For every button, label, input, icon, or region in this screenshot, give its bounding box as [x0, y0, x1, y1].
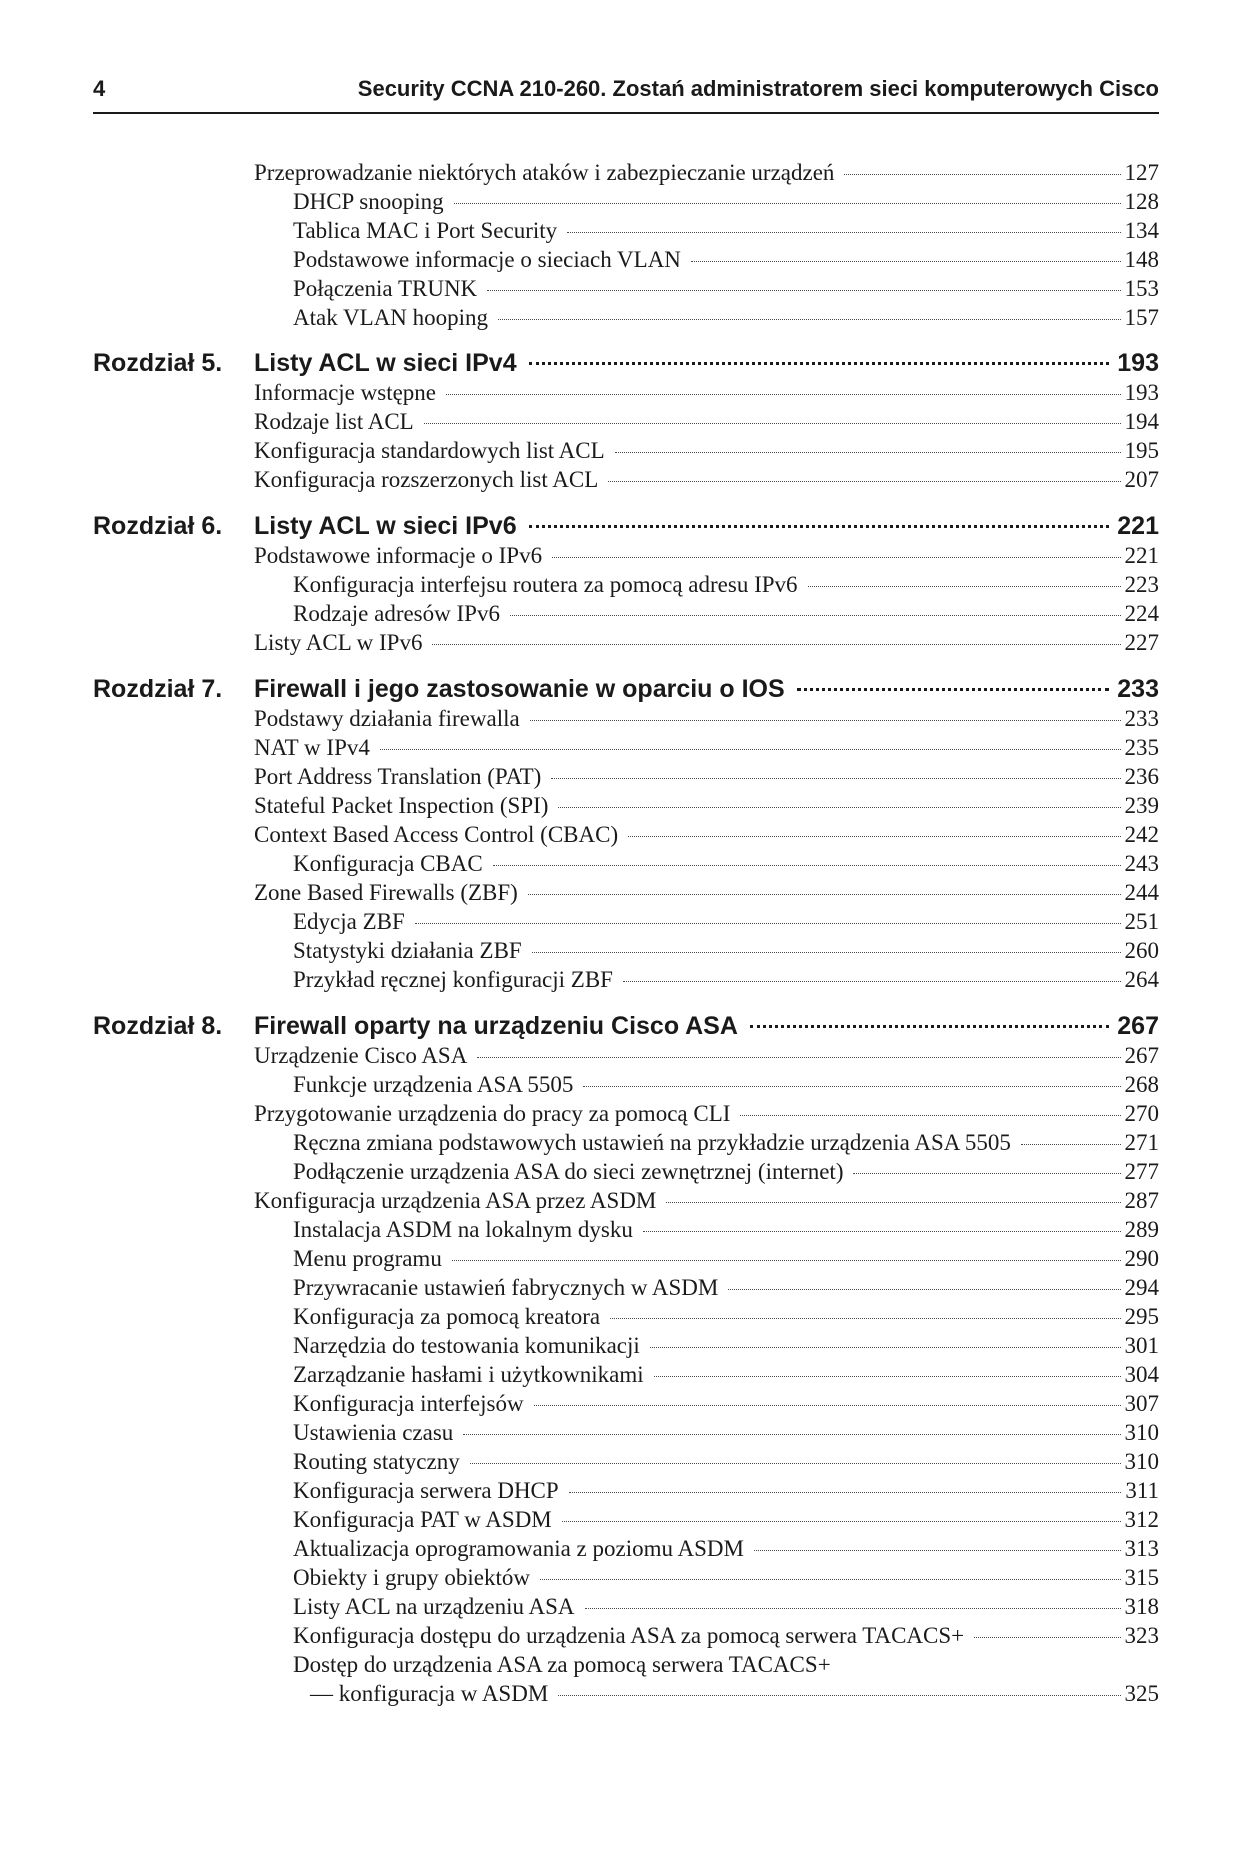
- dot-leader: [558, 807, 1120, 808]
- toc-entry-title: Dostęp do urządzenia ASA za pomocą serwera TACACS+: [293, 1652, 831, 1677]
- toc-entry: [293, 1389, 1159, 1418]
- toc-entry: [254, 158, 1159, 187]
- toc-entry: [293, 187, 1159, 216]
- dot-leader: [530, 720, 1121, 721]
- toc-entry-page: 295: [1124, 1304, 1159, 1329]
- toc-entry-title: Ręczna zmiana podstawowych ustawień na przykładzie urządzenia ASA 5505: [293, 1130, 1011, 1155]
- toc-entry: [293, 1331, 1159, 1360]
- toc-entry-title: Menu programu: [293, 1246, 442, 1271]
- toc-entry: [293, 1215, 1159, 1244]
- toc-entry-page: 128: [1124, 189, 1159, 214]
- toc-entry: [293, 1476, 1159, 1505]
- toc-entry: [293, 1128, 1159, 1157]
- toc-entry-title: Przygotowanie urządzenia do pracy za pomocą CLI: [254, 1101, 731, 1126]
- dot-leader: [740, 1115, 1120, 1116]
- toc-entry-title: Instalacja ASDM na lokalnym dysku: [293, 1217, 633, 1242]
- toc-entry: [254, 541, 1159, 570]
- toc-entry-title: Konfiguracja za pomocą kreatora: [293, 1304, 601, 1329]
- toc-entry-page: 260: [1124, 938, 1159, 963]
- toc-entry-title: Tablica MAC i Port Security: [293, 218, 558, 243]
- toc-entry-title: Rodzaje list ACL: [254, 409, 414, 434]
- dot-leader: [424, 423, 1121, 424]
- dot-leader: [493, 865, 1121, 866]
- dot-leader: [562, 1521, 1121, 1522]
- toc-entry: [254, 378, 1159, 407]
- toc-entry-page: 148: [1124, 247, 1159, 272]
- dot-leader: [415, 923, 1121, 924]
- dot-leader: [585, 1608, 1121, 1609]
- book-title: Security CCNA 210-260. Zostań administratorem sieci komputerowych Cisco: [357, 76, 1159, 101]
- toc-entry: [254, 628, 1159, 657]
- chapter-heading: [254, 347, 1159, 379]
- dot-leader: [615, 452, 1121, 453]
- dot-leader: [528, 894, 1121, 895]
- toc-entry-page: 251: [1124, 909, 1159, 934]
- dot-leader: [551, 778, 1120, 779]
- toc-entry-page: 290: [1124, 1246, 1159, 1271]
- toc-entry-title: Przykład ręcznej konfiguracji ZBF: [293, 967, 613, 992]
- dot-leader: [529, 362, 1110, 365]
- chapter-heading: [254, 673, 1159, 705]
- toc-entry-page: 207: [1124, 467, 1159, 492]
- dot-leader: [754, 1550, 1121, 1551]
- toc-entry-title: Podstawowe informacje o IPv6: [254, 543, 543, 568]
- dot-leader: [750, 1025, 1109, 1028]
- dot-leader: [628, 836, 1120, 837]
- toc-entry-title: Obiekty i grupy obiektów: [293, 1565, 530, 1590]
- toc-entry: [293, 1070, 1159, 1099]
- toc-entry-page: 304: [1124, 1362, 1159, 1387]
- toc-entry: [254, 791, 1159, 820]
- toc-entry-title: Urządzenie Cisco ASA: [254, 1043, 468, 1068]
- toc-entry-title: Konfiguracja CBAC: [293, 851, 483, 876]
- toc-entry: [293, 1447, 1159, 1476]
- toc-entry-page: 294: [1124, 1275, 1159, 1300]
- toc-entry-page: 243: [1124, 851, 1159, 876]
- dot-leader: [608, 481, 1120, 482]
- toc-entry-page: 268: [1124, 1072, 1159, 1097]
- toc-entry-page: 289: [1124, 1217, 1159, 1242]
- chapter-title: Firewall i jego zastosowanie w oparciu o IOS: [254, 675, 785, 703]
- toc-entry-page: 277: [1124, 1159, 1159, 1184]
- toc-entry-title: Routing statyczny: [293, 1449, 460, 1474]
- toc-entry-title: NAT w IPv4: [254, 735, 370, 760]
- toc-entry: [254, 465, 1159, 494]
- toc-entry: [293, 599, 1159, 628]
- toc-entry: [293, 1621, 1159, 1650]
- dot-leader: [569, 1492, 1122, 1493]
- toc-entry-title: Port Address Translation (PAT): [254, 764, 542, 789]
- toc-entry-page: 157: [1124, 305, 1159, 330]
- toc-entry: [293, 1505, 1159, 1534]
- toc-entry-page: 244: [1124, 880, 1159, 905]
- toc-entry-page: 307: [1124, 1391, 1159, 1416]
- toc-entry-page: 287: [1124, 1188, 1159, 1213]
- toc-entry-page: 323: [1124, 1623, 1159, 1648]
- chapter-heading: [254, 510, 1159, 542]
- toc-entry: [310, 1679, 1159, 1708]
- chapter-page: 193: [1117, 349, 1159, 377]
- toc-entry: [293, 1563, 1159, 1592]
- toc-entry-title: Atak VLAN hooping: [293, 305, 489, 330]
- dot-leader: [654, 1376, 1121, 1377]
- chapter-page: 221: [1117, 512, 1159, 540]
- toc-entry-title: Narzędzia do testowania komunikacji: [293, 1333, 640, 1358]
- toc-entry-title: Podłączenie urządzenia ASA do sieci zewnętrznej (internet): [293, 1159, 844, 1184]
- chapter-page: 267: [1117, 1012, 1159, 1040]
- toc-entry-title: Konfiguracja PAT w ASDM: [293, 1507, 552, 1532]
- toc-entry-title: Informacje wstępne: [254, 380, 437, 405]
- toc-entry-page: 264: [1124, 967, 1159, 992]
- toc-entry-title: Konfiguracja dostępu do urządzenia ASA za pomocą serwera TACACS+: [293, 1623, 965, 1648]
- toc-entry-title: Podstawowe informacje o sieciach VLAN: [293, 247, 681, 272]
- dot-leader: [510, 615, 1121, 616]
- toc-entry-page: 311: [1125, 1478, 1159, 1503]
- dot-leader: [552, 557, 1120, 558]
- toc-entry: [293, 1360, 1159, 1389]
- toc-entry-page: 224: [1124, 601, 1159, 626]
- toc-entry: [293, 1534, 1159, 1563]
- toc-entry-page: 221: [1124, 543, 1159, 568]
- toc-entry: [254, 878, 1159, 907]
- toc-entry-page: 242: [1124, 822, 1159, 847]
- dot-leader: [853, 1173, 1120, 1174]
- toc-entry-title: Context Based Access Control (CBAC): [254, 822, 619, 847]
- dot-leader: [623, 981, 1121, 982]
- toc-entry-title: Statystyki działania ZBF: [293, 938, 522, 963]
- toc-entry-page: 310: [1124, 1449, 1159, 1474]
- toc-entry-title: DHCP snooping: [293, 189, 444, 214]
- toc-entry-page: 193: [1124, 380, 1159, 405]
- toc-entry-page: 270: [1124, 1101, 1159, 1126]
- toc-entry-page: 271: [1124, 1130, 1159, 1155]
- toc-entry-page: 127: [1124, 160, 1159, 185]
- dot-leader: [1021, 1144, 1121, 1145]
- toc-entry: [254, 704, 1159, 733]
- toc-entry: [293, 1273, 1159, 1302]
- toc-entry-title: Funkcje urządzenia ASA 5505: [293, 1072, 574, 1097]
- chapter-label: Rozdział 5.: [93, 349, 223, 377]
- toc-entry-title: Zarządzanie hasłami i użytkownikami: [293, 1362, 644, 1387]
- toc-entry-title: Konfiguracja interfejsu routera za pomocą adresu IPv6: [293, 572, 798, 597]
- toc-entry: [254, 733, 1159, 762]
- dot-leader: [797, 688, 1110, 691]
- dot-leader: [452, 1260, 1121, 1261]
- toc-entry-title: Konfiguracja serwera DHCP: [293, 1478, 559, 1503]
- chapter-page: 233: [1117, 675, 1159, 703]
- toc-entry: [254, 407, 1159, 436]
- toc-entry: [254, 1099, 1159, 1128]
- toc-entry-page: 223: [1124, 572, 1159, 597]
- toc-entry-page: 195: [1124, 438, 1159, 463]
- toc-entry-title: Konfiguracja rozszerzonych list ACL: [254, 467, 599, 492]
- chapter-title: Firewall oparty na urządzeniu Cisco ASA: [254, 1012, 738, 1040]
- toc-entry-title: Rodzaje adresów IPv6: [293, 601, 500, 626]
- dot-leader: [446, 394, 1120, 395]
- toc-entry-page: 312: [1124, 1507, 1159, 1532]
- chapter-label: Rozdział 8.: [93, 1012, 223, 1040]
- toc-entry: [293, 303, 1159, 332]
- dot-leader: [454, 203, 1121, 204]
- toc-entry-page: 227: [1124, 630, 1159, 655]
- chapter-heading: [254, 1010, 1159, 1042]
- dot-leader: [529, 525, 1110, 528]
- dot-leader: [432, 644, 1120, 645]
- dot-leader: [558, 1695, 1120, 1696]
- toc-entry-title: Edycja ZBF: [293, 909, 405, 934]
- toc-entry: [293, 1592, 1159, 1621]
- toc-entry: [254, 762, 1159, 791]
- dot-leader: [650, 1347, 1121, 1348]
- dot-leader: [487, 290, 1120, 291]
- dot-leader: [691, 261, 1121, 262]
- toc-entry-title: — konfiguracja w ASDM: [310, 1681, 549, 1706]
- toc-entry-title: Przeprowadzanie niektórych ataków i zabezpieczanie urządzeń: [254, 160, 835, 185]
- toc-entry-title: Aktualizacja oprogramowania z poziomu ASDM: [293, 1536, 744, 1561]
- page-number: 4: [93, 76, 106, 101]
- toc-entry-title: Zone Based Firewalls (ZBF): [254, 880, 518, 905]
- toc-entry: [293, 936, 1159, 965]
- toc-entry: [293, 965, 1159, 994]
- toc-entry-page: 235: [1124, 735, 1159, 760]
- toc-entry: [293, 1157, 1159, 1186]
- dot-leader: [498, 319, 1120, 320]
- dot-leader: [477, 1057, 1120, 1058]
- toc-entry-title: Listy ACL w IPv6: [254, 630, 423, 655]
- dot-leader: [567, 232, 1120, 233]
- dot-leader: [666, 1202, 1120, 1203]
- dot-leader: [463, 1434, 1120, 1435]
- dot-leader: [808, 586, 1121, 587]
- dot-leader: [844, 174, 1120, 175]
- toc-entry: [293, 216, 1159, 245]
- toc-entry-title: Listy ACL na urządzeniu ASA: [293, 1594, 575, 1619]
- toc-entry-title: Konfiguracja interfejsów: [293, 1391, 524, 1416]
- toc-entry: [293, 1302, 1159, 1331]
- chapter-title: Listy ACL w sieci IPv6: [254, 512, 517, 540]
- toc-entry: [293, 245, 1159, 274]
- toc-entry: [293, 1418, 1159, 1447]
- toc-entry: [293, 907, 1159, 936]
- toc-entry: [254, 820, 1159, 849]
- dot-leader: [532, 952, 1121, 953]
- toc-entry: [293, 849, 1159, 878]
- toc-entry-page: 318: [1124, 1594, 1159, 1619]
- toc-entry: [254, 436, 1159, 465]
- toc-entry: [254, 1186, 1159, 1215]
- chapter-label: Rozdział 6.: [93, 512, 223, 540]
- toc-entry-page: 236: [1124, 764, 1159, 789]
- dot-leader: [643, 1231, 1121, 1232]
- toc-entry: [293, 570, 1159, 599]
- dot-leader: [974, 1637, 1120, 1638]
- dot-leader: [610, 1318, 1120, 1319]
- dot-leader: [583, 1086, 1120, 1087]
- toc-entry-title: Połączenia TRUNK: [293, 276, 478, 301]
- dot-leader: [534, 1405, 1121, 1406]
- chapter-title: Listy ACL w sieci IPv4: [254, 349, 517, 377]
- toc-entry-page: 310: [1124, 1420, 1159, 1445]
- toc-entry-page: 239: [1124, 793, 1159, 818]
- toc-entry-title: Podstawy działania firewalla: [254, 706, 520, 731]
- toc-entry-page: 301: [1124, 1333, 1159, 1358]
- dot-leader: [470, 1463, 1121, 1464]
- dot-leader: [540, 1579, 1121, 1580]
- toc-entry: [254, 1041, 1159, 1070]
- toc-entry-title: Konfiguracja standardowych list ACL: [254, 438, 605, 463]
- toc-entry: [293, 274, 1159, 303]
- toc-entry-title: Przywracanie ustawień fabrycznych w ASDM: [293, 1275, 719, 1300]
- dot-leader: [728, 1289, 1120, 1290]
- toc-entry-page: 233: [1124, 706, 1159, 731]
- dot-leader: [380, 749, 1121, 750]
- toc-entry-page: 267: [1124, 1043, 1159, 1068]
- toc-entry-page: 313: [1124, 1536, 1159, 1561]
- chapter-label: Rozdział 7.: [93, 675, 223, 703]
- toc-entry-title: Stateful Packet Inspection (SPI): [254, 793, 549, 818]
- toc-entry-page: 315: [1124, 1565, 1159, 1590]
- toc-entry-title: Ustawienia czasu: [293, 1420, 454, 1445]
- toc-entry: [293, 1244, 1159, 1273]
- toc-entry-page: 153: [1124, 276, 1159, 301]
- toc-entry-page: 194: [1124, 409, 1159, 434]
- toc-entry-title: Konfiguracja urządzenia ASA przez ASDM: [254, 1188, 657, 1213]
- toc-entry-page: 325: [1124, 1681, 1159, 1706]
- toc-entry-page: 134: [1124, 218, 1159, 243]
